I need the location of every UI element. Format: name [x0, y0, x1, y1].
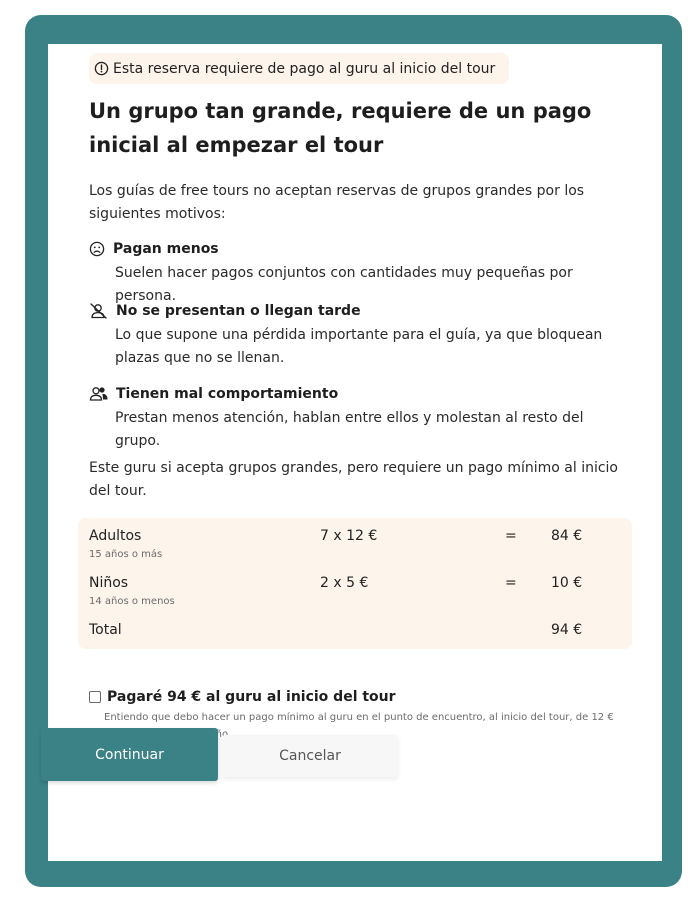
- intro-text: Los guías de free tours no aceptan reservas de grupos grandes por los siguientes motivos:: [89, 183, 585, 222]
- banner-text: Esta reserva requiere de pago al guru al inicio del tour: [113, 60, 496, 77]
- confirm-checkbox[interactable]: [89, 691, 101, 703]
- cancel-button[interactable]: Cancelar: [222, 735, 398, 777]
- price-amount: 10 €: [551, 575, 583, 591]
- price-quantity: 2 x 5 €: [320, 575, 369, 591]
- price-sublabel: 14 años o menos: [89, 596, 175, 607]
- reason-item: [89, 384, 634, 453]
- confirm-label[interactable]: Pagaré 94 € al guru al inicio del tour: [107, 689, 396, 705]
- info-circle-icon: [94, 61, 109, 76]
- price-label: Adultos: [89, 528, 142, 544]
- reason-text: Lo que supone una pérdida importante para el guía, ya que bloquean plazas que no se llenan.: [115, 327, 603, 366]
- user-slash-icon: [89, 303, 108, 319]
- reason-item: [89, 301, 634, 370]
- reason-title: Tienen mal comportamiento: [116, 386, 339, 402]
- price-amount: 84 €: [551, 528, 583, 544]
- total-label: Total: [89, 622, 122, 638]
- price-quantity: 7 x 12 €: [320, 528, 378, 544]
- price-label: Niños: [89, 575, 129, 591]
- price-sublabel: 15 años o más: [89, 549, 163, 560]
- continue-button[interactable]: Continuar: [41, 728, 218, 781]
- sad-face-icon: [89, 241, 105, 257]
- payment-notice-banner: [89, 53, 509, 84]
- reason-text: Suelen hacer pagos conjuntos con cantidades muy pequeñas por persona.: [115, 265, 573, 304]
- reason-title: No se presentan o llegan tarde: [116, 303, 361, 319]
- reason-text: Prestan menos atención, hablan entre ellos y molestan al resto del grupo.: [115, 410, 584, 449]
- reason-item: [89, 239, 634, 308]
- equals-sign: =: [505, 528, 517, 544]
- users-icon: [89, 386, 108, 402]
- equals-sign: =: [505, 575, 517, 591]
- page-title: Un grupo tan grande, requiere de un pago inicial al empezar el tour: [89, 99, 592, 157]
- guru-note: Este guru si acepta grupos grandes, pero requiere un pago mínimo al inicio del tour.: [89, 460, 618, 499]
- confirm-detail: Entiendo que debo hacer un pago mínimo al guru en el punto de encuentro, al inicio del tour, de 12 € niño.: [104, 712, 614, 740]
- reason-title: Pagan menos: [113, 241, 219, 257]
- price-summary: [78, 518, 632, 649]
- total-amount: 94 €: [551, 622, 583, 638]
